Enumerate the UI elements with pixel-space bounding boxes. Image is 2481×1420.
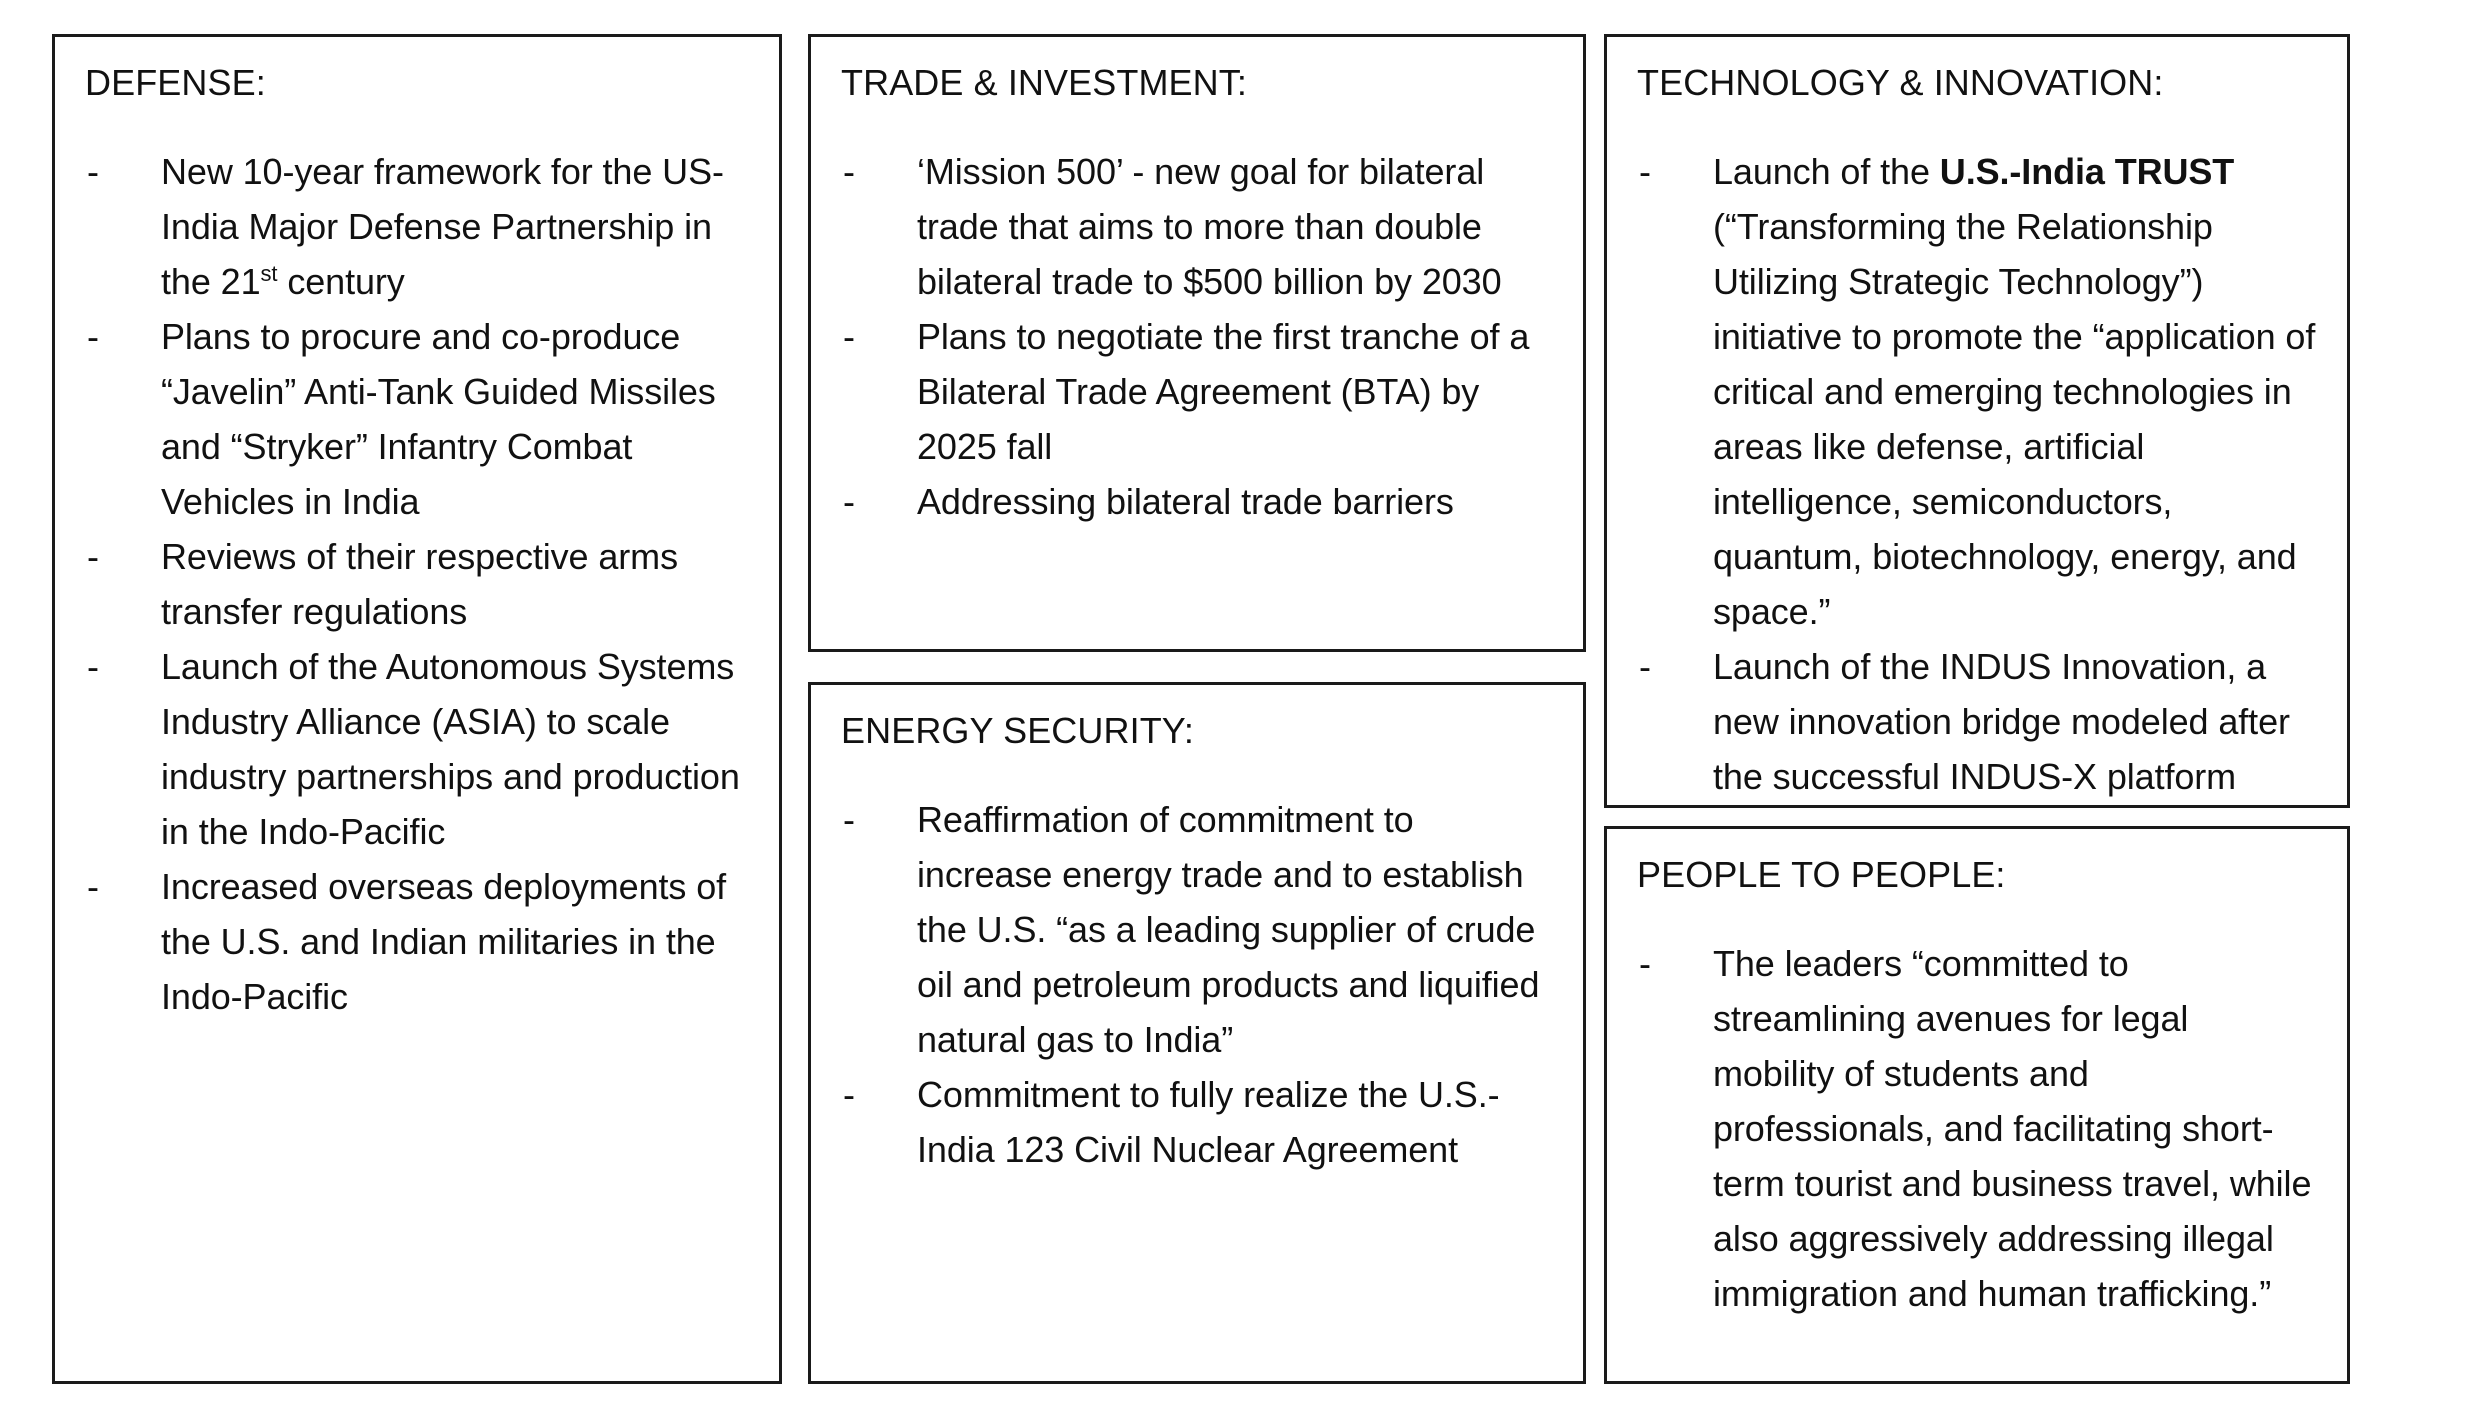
trade-item-2-text: Plans to negotiate the first tranche of a Bilateral Trade Agreement (BTA) by 2025 fall <box>917 316 1530 467</box>
trade-title: TRADE & INVESTMENT: <box>841 62 1247 103</box>
energy-security-panel <box>808 682 1586 1384</box>
bullet-dash: - <box>87 866 99 907</box>
defense-item-2-text: Plans to procure and co-produce “Javelin” Anti-Tank Guided Missiles and “Stryker” Infantry Combat Vehicles in India <box>161 316 716 522</box>
bullet-dash: - <box>87 536 99 577</box>
defense-item-4-text: Launch of the Autonomous Systems Industry Alliance (ASIA) to scale industry partnerships and production in the Indo-Pacific <box>161 646 740 852</box>
technology-item-1-text: Launch of the <box>1713 151 1940 192</box>
defense-item-3-text: Reviews of their respective arms transfer regulations <box>161 536 678 632</box>
bullet-dash: - <box>843 799 855 840</box>
technology-innovation-panel <box>1604 34 2350 808</box>
trade-item-1-text: ‘Mission 500’ - new goal for bilateral trade that aims to more than double bilateral trade to $500 billion by 2030 <box>917 151 1502 302</box>
people-item-1-text: The leaders “committed to streamlining avenues for legal mobility of students and professionals, and facilitating short-term tourist and business travel, while also aggressively addressing illegal immigration and human trafficking.” <box>1713 943 2312 1314</box>
bullet-dash: - <box>1639 943 1651 984</box>
energy-list <box>841 792 1553 1177</box>
defense-item-5-text: Increased overseas deployments of the U.S. and Indian militaries in the Indo-Pacific <box>161 866 727 1017</box>
list-item <box>85 639 749 859</box>
list-item <box>841 309 1553 474</box>
defense-item-1-text-end: century <box>277 261 405 302</box>
trade-list <box>841 144 1553 529</box>
defense-item-1-text: New 10-year framework for the US-India Major Defense Partnership in the 21 <box>161 151 724 302</box>
bullet-dash: - <box>1639 151 1651 192</box>
bullet-dash: - <box>843 151 855 192</box>
defense-list <box>85 144 749 1024</box>
energy-item-1-text: Reaffirmation of commitment to increase energy trade and to establish the U.S. “as a leading supplier of crude oil and petroleum products and liquified natural gas to India” <box>917 799 1540 1060</box>
bullet-dash: - <box>843 316 855 357</box>
list-item <box>1637 936 2317 1321</box>
people-list <box>1637 936 2317 1321</box>
bullet-dash: - <box>87 151 99 192</box>
bullet-dash: - <box>1639 646 1651 687</box>
list-item <box>85 859 749 1024</box>
list-item <box>85 529 749 639</box>
list-item <box>85 144 749 309</box>
defense-title: DEFENSE: <box>85 62 266 103</box>
bullet-dash: - <box>87 316 99 357</box>
list-item <box>841 144 1553 309</box>
technology-list <box>1637 144 2317 804</box>
trade-item-3-text: Addressing bilateral trade barriers <box>917 481 1454 522</box>
people-title: PEOPLE TO PEOPLE: <box>1637 854 2006 895</box>
trust-initiative-name: U.S.-India TRUST <box>1939 151 2235 192</box>
people-to-people-panel <box>1604 826 2350 1384</box>
list-item <box>841 1067 1553 1177</box>
ordinal-suffix: st <box>260 261 278 286</box>
list-item <box>841 474 1553 529</box>
trade-investment-panel <box>808 34 1586 652</box>
list-item <box>1637 639 2317 804</box>
list-item <box>841 792 1553 1067</box>
energy-item-2-text: Commitment to fully realize the U.S.-India 123 Civil Nuclear Agreement <box>917 1074 1500 1170</box>
energy-title: ENERGY SECURITY: <box>841 710 1195 751</box>
technology-item-2-text: Launch of the INDUS Innovation, a new innovation bridge modeled after the successful INDUS-X platform <box>1713 646 2290 797</box>
bullet-dash: - <box>87 646 99 687</box>
defense-panel <box>52 34 782 1384</box>
bullet-dash: - <box>843 481 855 522</box>
list-item <box>85 309 749 529</box>
bullet-dash: - <box>843 1074 855 1115</box>
list-item <box>1637 144 2317 639</box>
technology-title: TECHNOLOGY & INNOVATION: <box>1637 62 2164 103</box>
technology-item-1-text-end: (“Transforming the Relationship Utilizing Strategic Technology”) initiative to promote the “application of critical and emerging technologies in areas like defense, artificial intelligence, semiconductors, quantum, biotechnology, energy, and space.” <box>1713 206 2316 632</box>
